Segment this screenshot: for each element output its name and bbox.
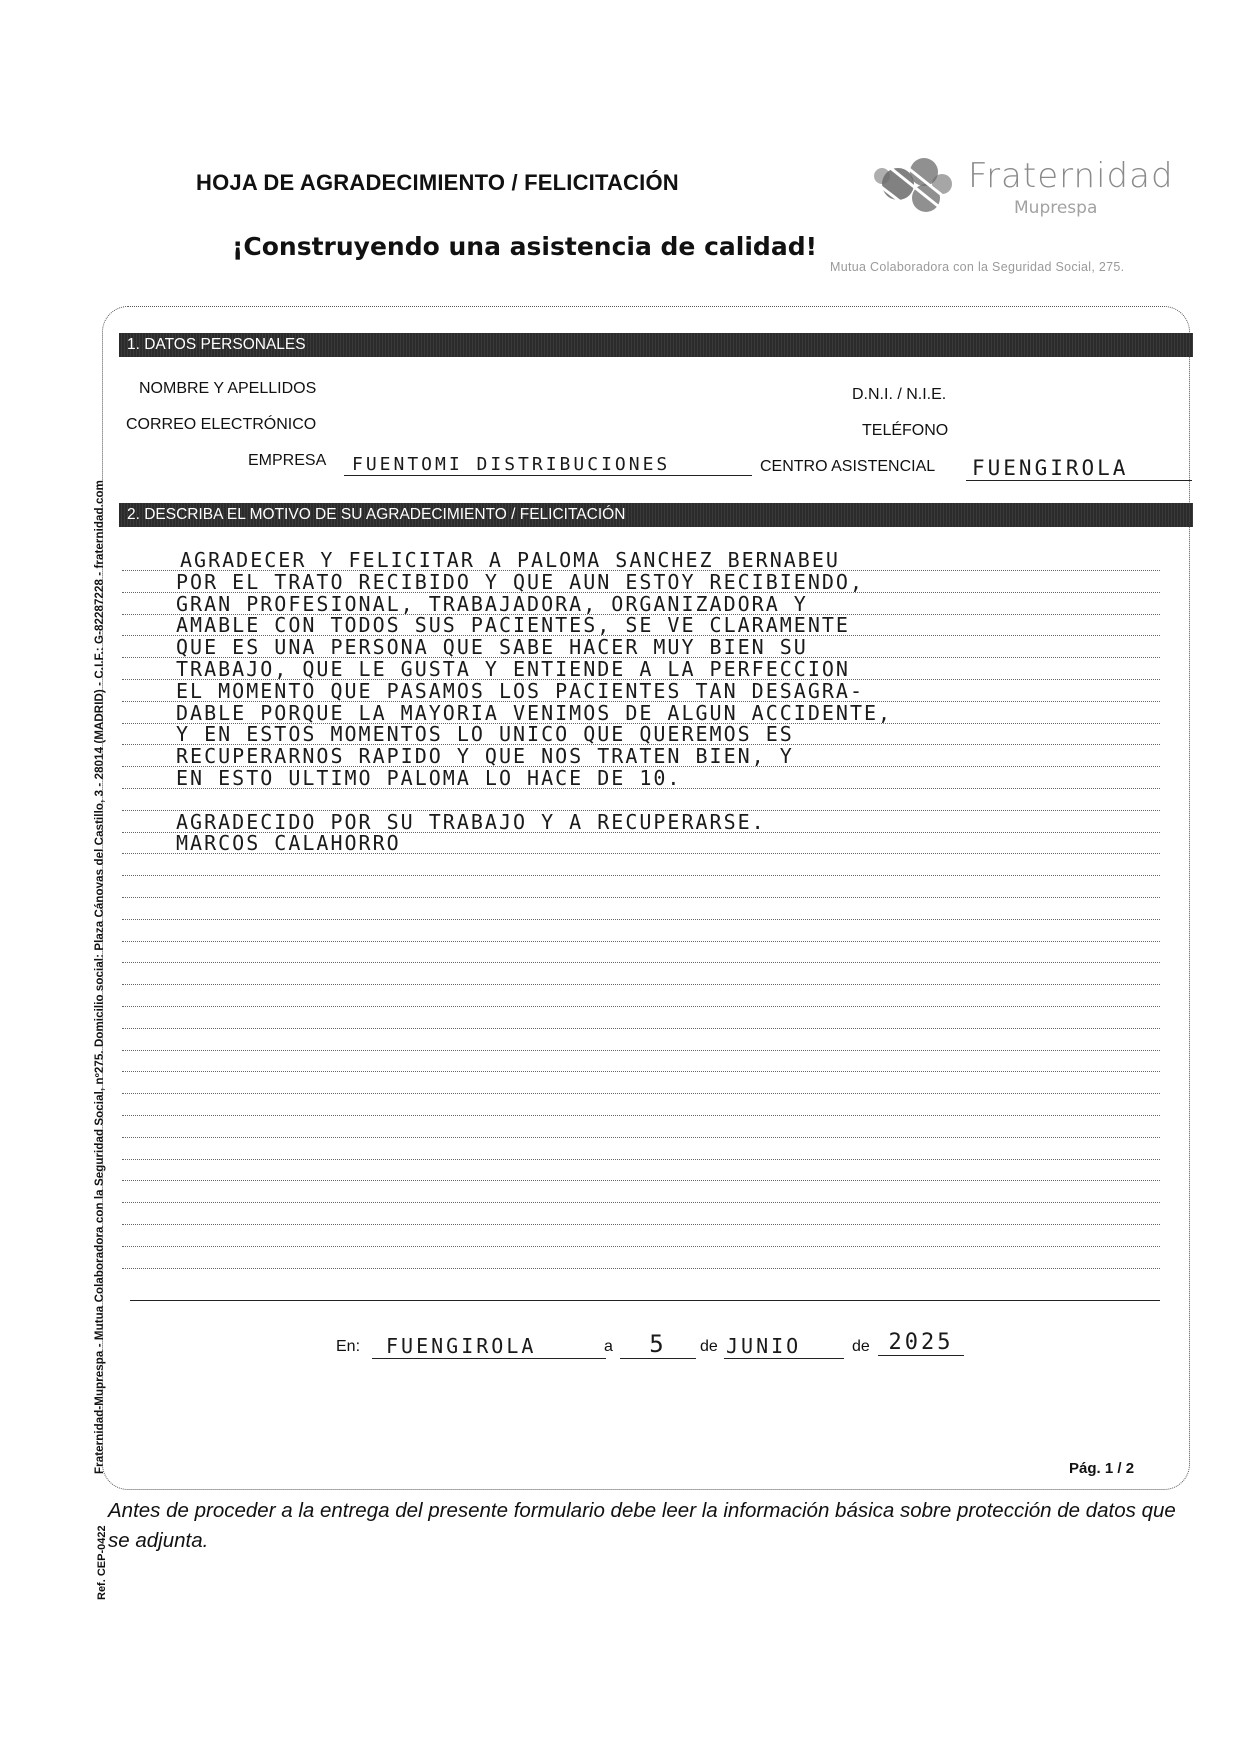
logo-subtitle: Muprespa xyxy=(1014,198,1098,218)
motivo-line: AGRADECER Y FELICITAR A PALOMA SANCHEZ BERNABEU xyxy=(180,548,840,572)
correo-label: CORREO ELECTRÓNICO xyxy=(126,416,317,433)
empresa-label: EMPRESA xyxy=(248,452,327,469)
motivo-line: DABLE PORQUE LA MAYORIA VENIMOS DE ALGUN ACCIDENTE, xyxy=(176,701,893,725)
motivo-line: QUE ES UNA PERSONA QUE SABE HACER MUY BIEN SU xyxy=(176,635,808,659)
form-frame xyxy=(102,306,1190,1490)
nombre-field[interactable] xyxy=(466,400,826,401)
motivo-line: GRAN PROFESIONAL, TRABAJADORA, ORGANIZADORA Y xyxy=(176,592,808,616)
de-label-2: de xyxy=(852,1338,870,1355)
place-field[interactable]: FUENGIROLA xyxy=(372,1334,606,1359)
ruled-line xyxy=(122,1246,1160,1247)
ruled-line xyxy=(122,1093,1160,1094)
ruled-line xyxy=(122,1268,1160,1269)
centro-label: CENTRO ASISTENCIAL xyxy=(760,458,936,475)
nombre-label: NOMBRE Y APELLIDOS xyxy=(139,380,317,397)
ruled-line xyxy=(122,875,1160,876)
ruled-line xyxy=(122,941,1160,942)
section-2-header: 2. DESCRIBA EL MOTIVO DE SU AGRADECIMIENTO / FELICITACIÓN xyxy=(119,503,1193,527)
de-label-1: de xyxy=(700,1338,718,1355)
ruled-line xyxy=(122,1137,1160,1138)
fraternidad-logo-icon xyxy=(868,146,960,222)
motivo-line: Y EN ESTOS MOMENTOS LO UNICO QUE QUEREMOS ES xyxy=(176,722,794,746)
ruled-line xyxy=(122,897,1160,898)
month-field[interactable]: JUNIO xyxy=(724,1334,844,1359)
ruled-line xyxy=(122,1180,1160,1181)
ruled-line xyxy=(122,1115,1160,1116)
side-legal-text: Fraternidad-Muprespa - Mutua Colaboradora con la Seguridad Social, nº275. Domicilio social: Plaza Cánovas del Castillo, 3 - 28014 (MADRID) - C.I.F.: G-82287228 - fraternidad.com xyxy=(94,480,106,1474)
motivo-line: EL MOMENTO QUE PASAMOS LOS PACIENTES TAN DESAGRA- xyxy=(176,679,865,703)
ruled-line xyxy=(122,1071,1160,1072)
motivo-line: AMABLE CON TODOS SUS PACIENTES, SE VE CLARAMENTE xyxy=(176,613,850,637)
logo-tagline: Mutua Colaboradora con la Seguridad Social, 275. xyxy=(830,260,1125,274)
motivo-line: AGRADECIDO POR SU TRABAJO Y A RECUPERARSE. xyxy=(176,810,766,834)
section-1-header: 1. DATOS PERSONALES xyxy=(119,333,1193,357)
day-field[interactable]: 5 xyxy=(620,1330,696,1359)
motivo-line: RECUPERARNOS RAPIDO Y QUE NOS TRATEN BIEN, Y xyxy=(176,744,794,768)
ruled-line xyxy=(122,984,1160,985)
ruled-line xyxy=(122,962,1160,963)
ruled-line xyxy=(122,1050,1160,1051)
motivo-line: TRABAJO, QUE LE GUSTA Y ENTIENDE A LA PERFECCION xyxy=(176,657,850,681)
page-number: Pág. 1 / 2 xyxy=(1069,1460,1135,1477)
closing-line xyxy=(130,1300,1160,1301)
centro-field[interactable]: FUENGIROLA xyxy=(966,456,1192,481)
dni-label: D.N.I. / N.I.E. xyxy=(852,386,947,403)
correo-field[interactable] xyxy=(466,436,826,437)
ruled-line xyxy=(122,1224,1160,1225)
a-label: a xyxy=(604,1338,613,1355)
ruled-line xyxy=(122,1028,1160,1029)
ruled-line xyxy=(122,1202,1160,1203)
data-protection-notice: Antes de proceder a la entrega del presente formulario debe leer la información básica sobre protección de datos que se adjunta. xyxy=(108,1499,1176,1552)
ruled-line xyxy=(122,1159,1160,1160)
motivo-line: EN ESTO ULTIMO PALOMA LO HACE DE 10. xyxy=(176,766,682,790)
logo-name: Fraternidad xyxy=(968,156,1174,196)
form-title: HOJA DE AGRADECIMIENTO / FELICITACIÓN xyxy=(196,170,679,195)
telefono-field[interactable] xyxy=(972,440,1188,441)
reference-code: Ref. CEP-0422 xyxy=(96,1525,108,1600)
year-field[interactable]: 2025 xyxy=(878,1330,964,1356)
motivo-line: POR EL TRATO RECIBIDO Y QUE AUN ESTOY RECIBIENDO, xyxy=(176,570,865,594)
dni-field[interactable] xyxy=(972,404,1188,405)
en-label: En: xyxy=(336,1338,361,1355)
ruled-line xyxy=(122,1006,1160,1007)
form-slogan: ¡Construyendo una asistencia de calidad! xyxy=(232,232,817,261)
telefono-label: TELÉFONO xyxy=(862,422,949,439)
motivo-line: MARCOS CALAHORRO xyxy=(176,831,401,855)
ruled-line xyxy=(122,919,1160,920)
empresa-field[interactable]: FUENTOMI DISTRIBUCIONES xyxy=(344,454,752,476)
